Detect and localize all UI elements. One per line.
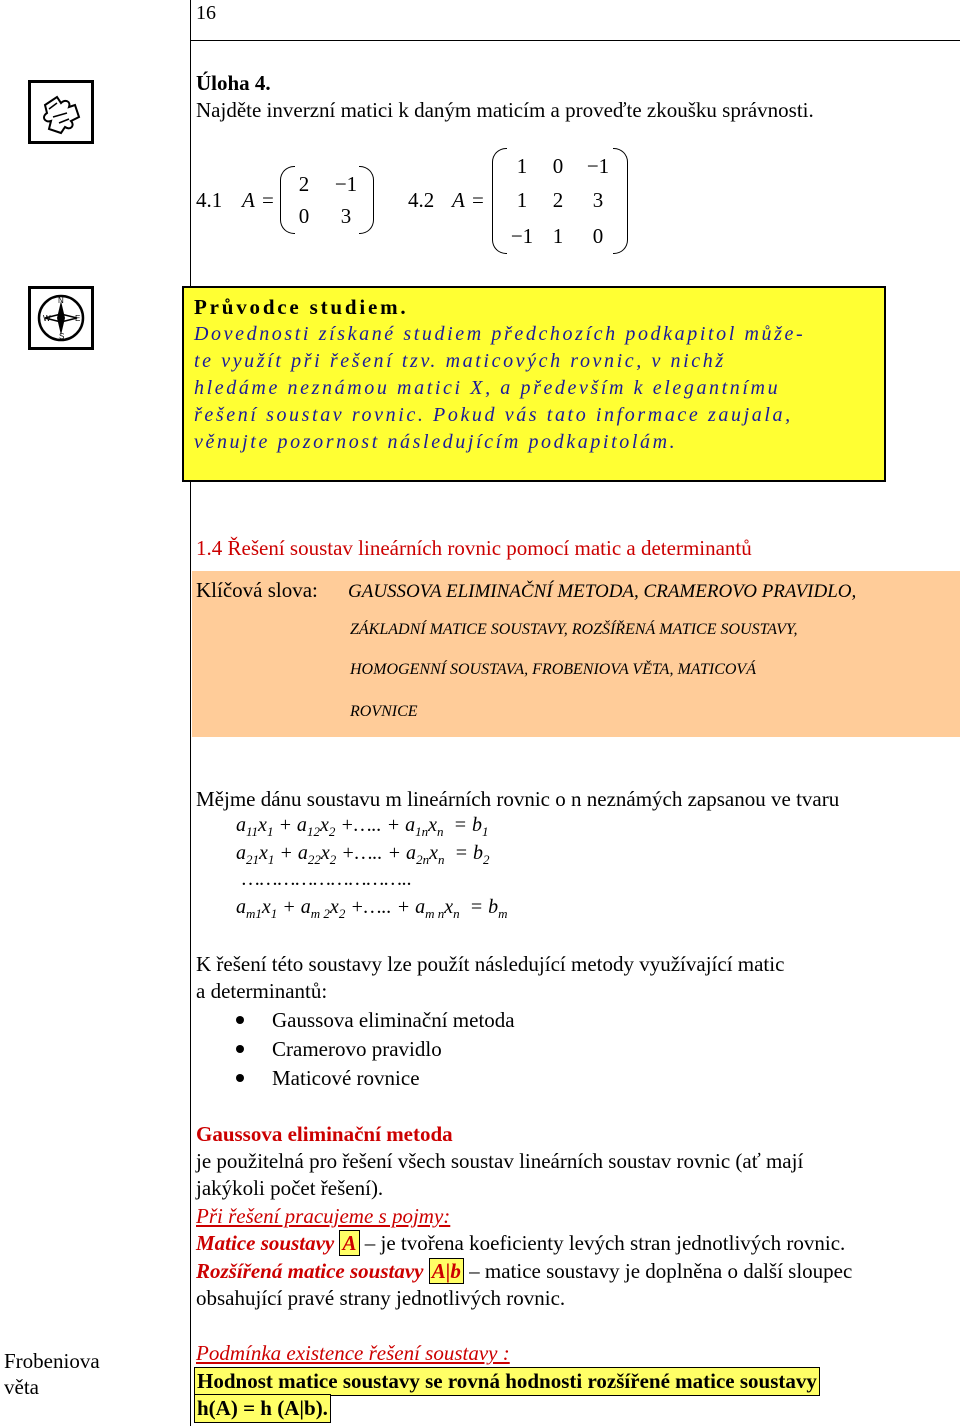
svg-text:E: E — [75, 314, 81, 323]
keywords-label: Klíčová slova: — [196, 578, 318, 602]
methods-intro-1: K řešení této soustavy lze použít následující metody využívající matic — [196, 952, 785, 976]
item-4-1-label: 4.1 — [196, 188, 223, 212]
margin-rule — [190, 0, 191, 1426]
term2-desc: – matice soustavy je doplněna o další sloupec — [463, 1259, 853, 1283]
matrix-cell: 3 — [592, 188, 604, 212]
term2-symbol: A|b — [429, 1258, 464, 1284]
gauss-heading: Gaussova eliminační metoda — [196, 1122, 453, 1146]
matrix-cell: 0 — [592, 224, 604, 248]
margin-label-line: Frobeniova — [4, 1349, 100, 1373]
equation-row-2: $a_{21}x_1 + a_{22}x_2$ +….. + $a_{2n}x_n = b_2$ — [236, 842, 490, 867]
term1-label: Matice soustavy — [196, 1231, 335, 1255]
matrix-cell: 1 — [552, 224, 564, 248]
matrix-cell: 0 — [552, 154, 564, 178]
term2-desc-cont: obsahující pravé strany jednotlivých rovnic. — [196, 1286, 566, 1310]
matrix-cell: 1 — [516, 154, 528, 178]
svg-text:N: N — [58, 296, 64, 305]
system-intro: Mějme dánu soustavu m lineárních rovnic o n neznámých zapsanou ve tvaru — [196, 787, 840, 811]
matrix-cell: 0 — [298, 204, 310, 228]
puzzle-icon — [28, 80, 94, 144]
frobenius-condition: Podmínka existence řešení soustavy : — [196, 1341, 510, 1365]
study-guide-box — [182, 286, 886, 482]
term-matrix-soustavy — [196, 1230, 845, 1257]
matrix-var-2: A — [452, 188, 465, 212]
term-rozsirena-matice — [196, 1258, 852, 1285]
task-instruction: Najděte inverzní matici k daným maticím a proveďte zkoušku správnosti. — [196, 98, 814, 122]
guide-line: Dovednosti získané studiem předchozích podkapitol může- — [194, 323, 806, 345]
keywords-box — [192, 571, 960, 737]
matrix-cell: 1 — [516, 188, 528, 212]
method-item: Maticové rovnice — [272, 1066, 420, 1090]
matrix-cell: −1 — [586, 154, 610, 178]
item-4-2-label: 4.2 — [408, 188, 435, 212]
term1-desc: – je tvořena koeficienty levých stran jednotlivých rovnic. — [359, 1231, 846, 1255]
matrix-cell: −1 — [510, 224, 534, 248]
compass-icon — [28, 286, 94, 350]
svg-text:W: W — [43, 314, 51, 323]
guide-line: řešení soustav rovnic. Pokud vás tato informace zaujala, — [194, 404, 793, 426]
bullet — [236, 1045, 244, 1053]
guide-title: Průvodce studiem. — [194, 295, 409, 319]
page-number: 16 — [196, 2, 216, 24]
guide-line: věnujte pozornost následujícím podkapitolám. — [194, 431, 678, 453]
matrix-cell: 3 — [340, 204, 352, 228]
task-title: Úloha 4. — [196, 71, 271, 95]
term1-symbol: A — [339, 1230, 359, 1256]
frobenius-formula: h(A) = h (A|b). — [194, 1394, 331, 1423]
header-rule — [190, 40, 960, 41]
keyword-line: HOMOGENNÍ SOUSTAVA, FROBENIOVA VĚTA, MATICOVÁ — [350, 661, 756, 678]
matrix-cell: 2 — [552, 188, 564, 212]
method-item: Gaussova eliminační metoda — [272, 1008, 515, 1032]
equation-dots: ……………………….. — [242, 868, 413, 890]
margin-label-line: věta — [4, 1375, 39, 1399]
matrix-cell: −1 — [334, 172, 358, 196]
matrix-4-2 — [492, 148, 628, 256]
section-heading: 1.4 Řešení soustav lineárních rovnic pomocí matic a determinantů — [196, 536, 752, 560]
equation-row-m: $a_{m1}x_1 + a_{m 2}x_2$ +….. + $a_{m n}x_n = b_m$ — [236, 896, 508, 921]
svg-text:S: S — [59, 332, 65, 341]
method-item: Cramerovo pravidlo — [272, 1037, 442, 1061]
bullet — [236, 1074, 244, 1082]
margin-label — [4, 1348, 100, 1400]
eq-sign-1: = — [262, 188, 274, 212]
guide-line: hledáme neznámou matici X, a především k elegantnímu — [194, 377, 781, 399]
term2-label: Rozšířená matice soustavy — [196, 1259, 424, 1283]
guide-line: te využít při řešení tzv. maticových rovnic, v nichž — [194, 350, 726, 372]
methods-intro-2: a determinantů: — [196, 979, 328, 1003]
frobenius-statement: Hodnost matice soustavy se rovná hodnosti rozšířené matice soustavy — [194, 1367, 820, 1396]
keyword-line: GAUSSOVA ELIMINAČNÍ METODA, CRAMEROVO PRAVIDLO, — [348, 581, 857, 602]
keyword-line: ROVNICE — [350, 703, 418, 720]
bullet — [236, 1016, 244, 1024]
matrix-4-1 — [280, 166, 374, 236]
keyword-line: ZÁKLADNÍ MATICE SOUSTAVY, ROZŠÍŘENÁ MATICE SOUSTAVY, — [350, 621, 798, 638]
gauss-line-1: je použitelná pro řešení všech soustav lineárních soustav rovnic (ať mají — [196, 1149, 804, 1173]
gauss-subheading: Při řešení pracujeme s pojmy: — [196, 1204, 451, 1228]
matrix-cell: 2 — [298, 172, 310, 196]
gauss-line-2: jakýkoli počet řešení). — [196, 1176, 384, 1200]
equation-row-1: $a_{11}x_1 + a_{12}x_2$ +….. + $a_{1n}x_n = b_1$ — [236, 814, 489, 839]
matrix-var-1: A — [242, 188, 255, 212]
eq-sign-2: = — [472, 188, 484, 212]
